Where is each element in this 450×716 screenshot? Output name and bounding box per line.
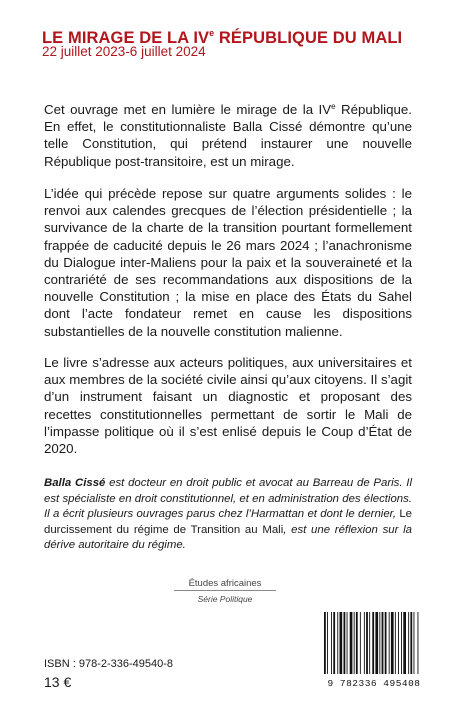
barcode-bar bbox=[366, 612, 368, 674]
barcode-bar bbox=[369, 612, 370, 674]
barcode-bars bbox=[318, 608, 430, 678]
price: 13 € bbox=[44, 674, 72, 690]
collection-series: Série Politique bbox=[197, 594, 253, 604]
barcode-bar bbox=[337, 612, 338, 674]
barcode-bar bbox=[418, 612, 419, 674]
barcode-bar bbox=[372, 612, 374, 674]
barcode-bar bbox=[375, 612, 378, 674]
collection-divider bbox=[174, 590, 276, 591]
barcode-bar bbox=[327, 612, 328, 674]
barcode-bar bbox=[408, 612, 409, 674]
author-bio: Balla Cissé est docteur en droit public et avocat au Barreau de Paris. Il est spécialiste en droit constitutionnel, et en administration des élections. Il a écrit plusieurs ouvrages parus chez l’Harmattan et dont le dernier, Le durcissement du régime de Transition au Mali, est une réflexion sur la dérive autoritaire du régime. bbox=[44, 477, 412, 552]
book-subtitle-dates: 22 juillet 2023-6 juillet 2024 bbox=[42, 44, 206, 59]
barcode bbox=[318, 608, 430, 692]
isbn: ISBN : 978-2-336-49540-8 bbox=[44, 658, 174, 670]
barcode-bar bbox=[356, 612, 358, 674]
barcode-bar bbox=[385, 612, 387, 674]
barcode-bar bbox=[344, 612, 346, 674]
barcode-digits: 9 782336 495408 bbox=[327, 678, 421, 689]
barcode-bar bbox=[414, 612, 415, 674]
barcode-bar bbox=[364, 612, 365, 674]
barcode-bar bbox=[398, 612, 399, 674]
barcode-bar bbox=[379, 612, 380, 674]
summary-paragraph-2: L’idée qui précède repose sur quatre arguments solides : le renvoi aux calendes grecques de l’élection présidentielle ; la survivance de la charte de la transition pourtant formellement frappée de caducité depuis le 26 mars 2024 ; l’anachronisme du Dialogue inter-Maliens pour la paix et la souveraineté et la contrariété de ses recommandations aux dispositions de la nouvelle Constitution ; la mise en place des États du Sahel dont l’acte fondateur remet en cause les dispositions substantielles de la nouvelle constitution malienne. bbox=[44, 186, 412, 339]
barcode-bar bbox=[410, 612, 412, 674]
previous-book-title: Le durcissement du régime de Transition au Mali bbox=[44, 508, 412, 536]
collection-name: Études africaines bbox=[188, 578, 262, 589]
barcode-bar bbox=[350, 612, 353, 674]
barcode-bar bbox=[360, 612, 361, 674]
book-title: LE MIRAGE DE LA IVe RÉPUBLIQUE DU MALI bbox=[42, 28, 403, 47]
barcode-bar bbox=[347, 612, 348, 674]
barcode-bar bbox=[333, 612, 335, 674]
barcode-bar bbox=[331, 612, 332, 674]
barcode-bar bbox=[391, 612, 394, 674]
barcode-bar bbox=[395, 612, 396, 674]
barcode-bar bbox=[382, 612, 384, 674]
barcode-bar bbox=[354, 612, 355, 674]
barcode-bar bbox=[403, 612, 406, 674]
barcode-bar bbox=[340, 612, 343, 674]
author-name: Balla Cissé bbox=[44, 477, 106, 489]
barcode-bar bbox=[324, 612, 326, 674]
barcode-bar bbox=[389, 612, 390, 674]
summary-paragraph-3: Le livre s’adresse aux acteurs politiques, aux universitaires et aux membres de la société civile ainsi qu’aux citoyens. Il s’agit d’un instrument faisant un diagnostic et proposant des recettes constitutionnelles permettant de sortir le Mali de l’impasse politique où il s’est enlisé depuis le Coup d’État de 2020. bbox=[44, 355, 412, 457]
barcode-bar bbox=[401, 612, 402, 674]
summary-paragraph-1: Cet ouvrage met en lumière le mirage de la IVe République. En effet, le constitutionnaliste Balla Cissé démontre qu’une telle Constitution, qui prétend instaurer une nouvelle République post-transitoire, est un mirage. bbox=[44, 102, 412, 169]
